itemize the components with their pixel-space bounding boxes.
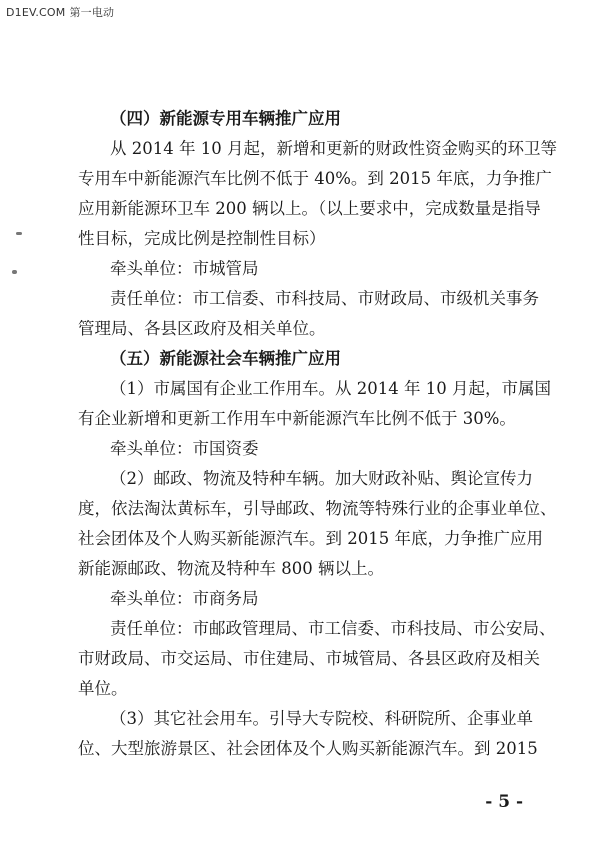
- text-line: 专用车中新能源汽车比例不低于 40%。到 2015 年底，力争推广: [78, 169, 552, 188]
- text-line: 责任单位：市邮政管理局、市工信委、市科技局、市公安局、: [110, 619, 556, 638]
- text-line: 牵头单位：市城管局: [110, 259, 259, 278]
- page-number: - 5 -: [485, 792, 523, 812]
- text-line: （1）市属国有企业工作用车。从 2014 年 10 月起，市属国: [110, 379, 551, 398]
- text-line: 单位。: [78, 679, 128, 698]
- scan-speck: [16, 232, 22, 235]
- text-line: 管理局、各县区政府及相关单位。: [78, 319, 326, 338]
- section-heading: （四）新能源专用车辆推广应用: [110, 109, 341, 128]
- text-line: 应用新能源环卫车 200 辆以上。（以上要求中，完成数量是指导: [78, 199, 541, 218]
- watermark-site: D1EV.COM: [6, 6, 66, 19]
- text-line: 度，依法淘汰黄标车，引导邮政、物流等特殊行业的企事业单位、: [78, 499, 557, 518]
- text-line: 从 2014 年 10 月起，新增和更新的财政性资金购买的环卫等: [110, 139, 557, 158]
- document-body: [78, 104, 557, 764]
- text-line: 性目标，完成比例是控制性目标）: [78, 229, 326, 248]
- scan-speck: [12, 270, 17, 274]
- text-line: 有企业新增和更新工作用车中新能源汽车比例不低于 30%。: [78, 409, 516, 428]
- text-line: （3）其它社会用车。引导大专院校、科研院所、企事业单: [110, 709, 533, 728]
- text-line: （2）邮政、物流及特种车辆。加大财政补贴、舆论宣传力: [110, 469, 533, 488]
- section-heading: （五）新能源社会车辆推广应用: [110, 349, 341, 368]
- text-line: 牵头单位：市国资委: [110, 439, 259, 458]
- text-line: 责任单位：市工信委、市科技局、市财政局、市级机关事务: [110, 289, 539, 308]
- site-watermark: [6, 4, 114, 20]
- text-line: 新能源邮政、物流及特种车 800 辆以上。: [78, 559, 384, 578]
- text-line: 牵头单位：市商务局: [110, 589, 259, 608]
- text-line: 市财政局、市交运局、市住建局、市城管局、各县区政府及相关: [78, 649, 540, 668]
- watermark-name: 第一电动: [69, 6, 115, 19]
- text-line: 社会团体及个人购买新能源汽车。到 2015 年底，力争推广应用: [78, 529, 543, 548]
- text-line: 位、大型旅游景区、社会团体及个人购买新能源汽车。到 2015: [78, 739, 538, 758]
